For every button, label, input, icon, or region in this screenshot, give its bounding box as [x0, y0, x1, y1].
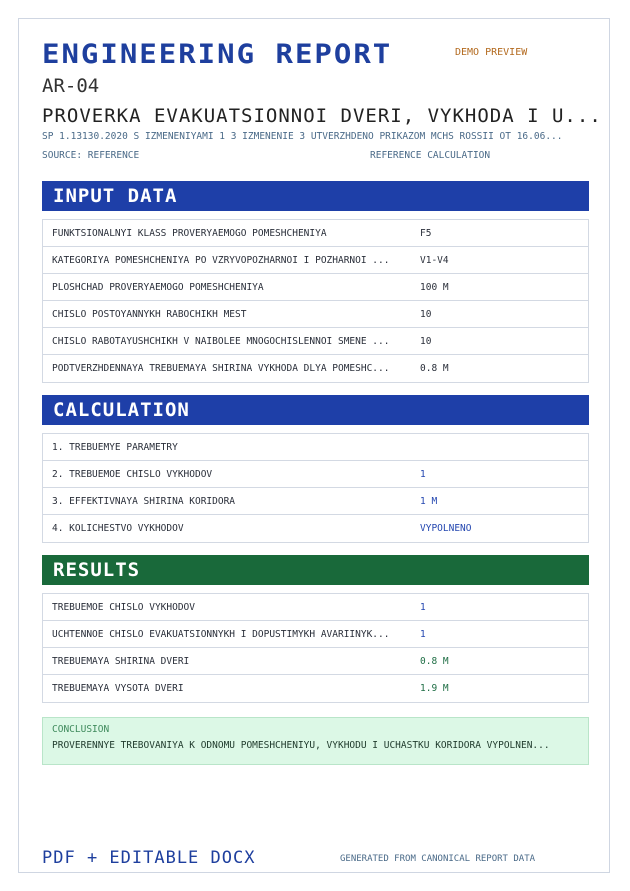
row-value: 10: [420, 309, 432, 320]
report-subject: PROVERKA EVAKUATSIONNOI DVERI, VYKHODA I U...: [42, 105, 602, 127]
row-value: 1 M: [420, 496, 438, 507]
conclusion-box: [42, 717, 589, 765]
row-value: 0.8 M: [420, 363, 449, 374]
row-label: PODTVERZHDENNAYA TREBUEMAYA SHIRINA VYKHODA DLYA POMESHC...: [52, 363, 390, 374]
table-row: [43, 461, 588, 488]
footer-note: GENERATED FROM CANONICAL REPORT DATA: [340, 854, 536, 864]
row-label: 4. KOLICHESTVO VYKHODOV: [52, 523, 184, 534]
row-value: 100 M: [420, 282, 449, 293]
table-row: [43, 220, 588, 247]
row-value: V1-V4: [420, 255, 449, 266]
row-label: TREBUEMAYA VYSOTA DVERI: [52, 683, 184, 694]
row-label: UCHTENNOE CHISLO EVAKUATSIONNYKH I DOPUSTIMYKH AVARIINYK...: [52, 629, 390, 640]
row-label: 3. EFFEKTIVNAYA SHIRINA KORIDORA: [52, 496, 236, 507]
report-title: ENGINEERING REPORT: [42, 38, 393, 70]
calculation-table: [42, 433, 589, 543]
table-row: [43, 621, 588, 648]
conclusion-text: PROVERENNYE TREBOVANIYA K ODNOMU POMESHCHENIYU, VYKHODU I UCHASTKU KORIDORA VYPOLNEN...: [52, 740, 550, 751]
row-value: 10: [420, 336, 432, 347]
row-label: TREBUEMOE CHISLO VYKHODOV: [52, 602, 195, 613]
table-row: [43, 488, 588, 515]
table-row: [43, 301, 588, 328]
table-row: [43, 648, 588, 675]
row-label: 1. TREBUEMYE PARAMETRY: [52, 442, 178, 453]
row-value: 1: [420, 629, 426, 640]
table-row: [43, 328, 588, 355]
export-formats: PDF + EDITABLE DOCX: [42, 848, 256, 868]
row-value: 1: [420, 469, 426, 480]
table-row: [43, 247, 588, 274]
row-label: PLOSHCHAD PROVERYAEMOGO POMESHCHENIYA: [52, 282, 264, 293]
row-value: 1.9 M: [420, 683, 449, 694]
row-value: 0.8 M: [420, 656, 449, 667]
calculation-heading: CALCULATION: [42, 395, 589, 425]
row-label: CHISLO RABOTAYUSHCHIKH V NAIBOLEE MNOGOCHISLENNOI SMENE ...: [52, 336, 390, 347]
report-code: AR-04: [42, 75, 100, 97]
table-row: [43, 434, 588, 461]
table-row: [43, 594, 588, 621]
row-label: 2. TREBUEMOE CHISLO VYKHODOV: [52, 469, 213, 480]
row-label: KATEGORIYA POMESHCHENIYA PO VZRYVOPOZHARNOI I POZHARNOI ...: [52, 255, 390, 266]
source-label: SOURCE: REFERENCE: [42, 150, 140, 161]
row-value: 1: [420, 602, 426, 613]
normative-reference: SP 1.13130.2020 S IZMENENIYAMI 1 3 IZMENENIE 3 UTVERZHDENO PRIKAZOM MCHS ROSSII OT 16.06...: [42, 131, 563, 142]
table-row: [43, 355, 588, 382]
calculation-type: REFERENCE CALCULATION: [370, 150, 491, 161]
row-label: CHISLO POSTOYANNYKH RABOCHIKH MEST: [52, 309, 247, 320]
row-label: TREBUEMAYA SHIRINA DVERI: [52, 656, 190, 667]
table-row: [43, 515, 588, 542]
row-value: F5: [420, 228, 432, 239]
row-value: VYPOLNENO: [420, 523, 472, 534]
table-row: [43, 675, 588, 702]
results-table: [42, 593, 589, 703]
table-row: [43, 274, 588, 301]
demo-preview-badge: DEMO PREVIEW: [455, 47, 528, 58]
input-data-heading: INPUT DATA: [42, 181, 589, 211]
report-page: [18, 18, 610, 873]
input-data-table: [42, 219, 589, 383]
row-label: FUNKTSIONALNYI KLASS PROVERYAEMOGO POMESHCHENIYA: [52, 228, 327, 239]
conclusion-label: CONCLUSION: [52, 724, 110, 735]
results-heading: RESULTS: [42, 555, 589, 585]
